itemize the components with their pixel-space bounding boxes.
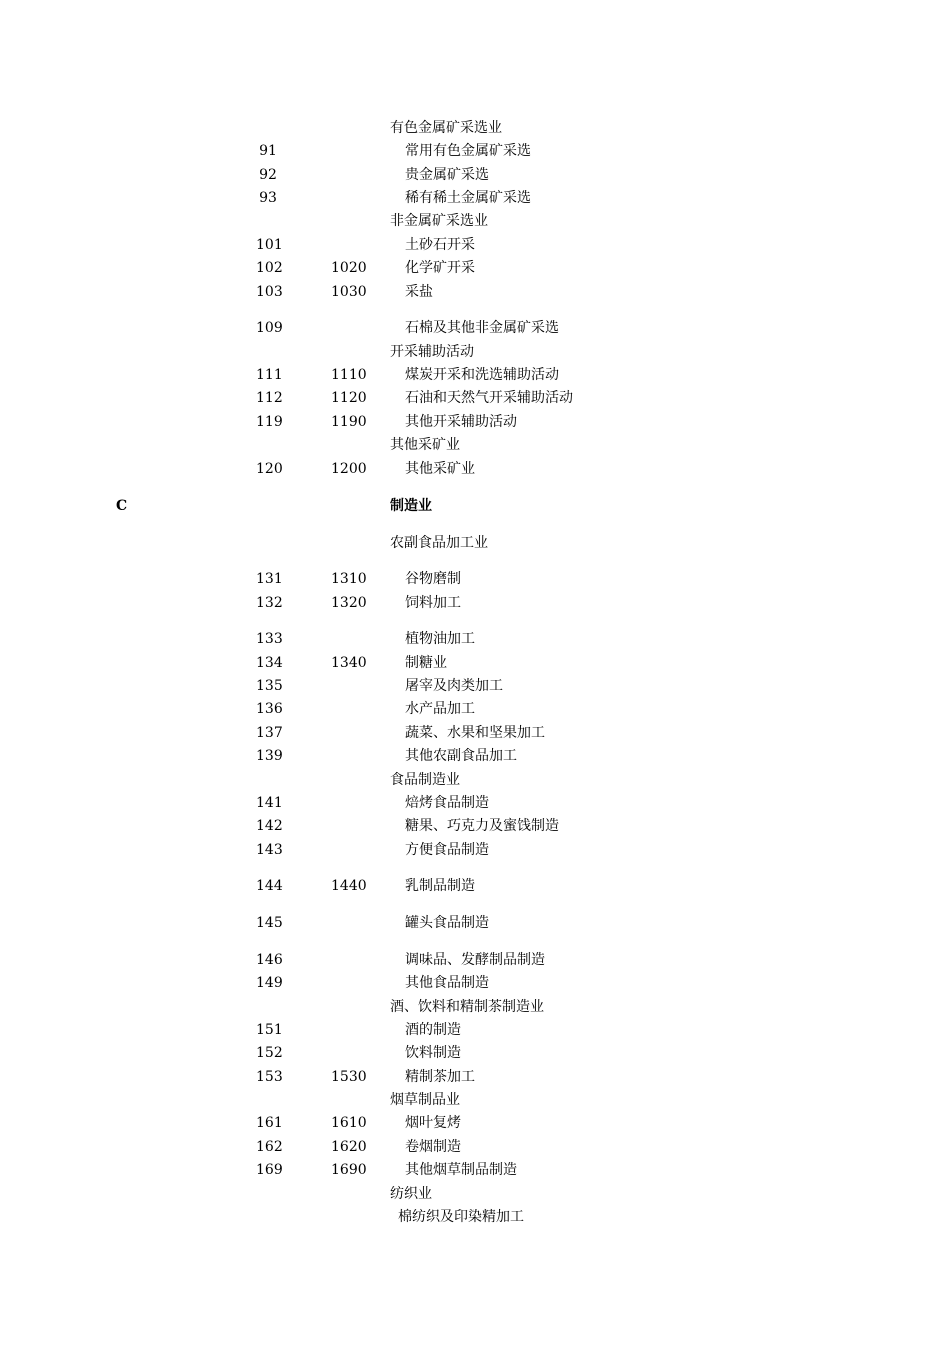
minor-code: 1020: [331, 260, 367, 276]
category-name: 食品制造业: [390, 772, 460, 788]
minor-code: 1310: [331, 571, 367, 587]
category-name: 方便食品制造: [405, 842, 489, 858]
category-name: 谷物磨制: [405, 571, 461, 587]
category-name: 烟叶复烤: [405, 1115, 461, 1131]
major-code: 169: [256, 1162, 283, 1178]
table-row: [0, 876, 950, 896]
category-name: 化学矿开采: [405, 260, 475, 276]
table-row: [0, 1113, 950, 1133]
minor-code: 1440: [331, 878, 367, 894]
table-row: [0, 342, 950, 362]
major-code: 143: [256, 842, 283, 858]
major-code: 111: [256, 367, 283, 383]
table-row: [0, 770, 950, 790]
category-name: 蔬菜、水果和坚果加工: [405, 725, 545, 741]
table-row: [0, 1160, 950, 1180]
major-code: 152: [256, 1045, 283, 1061]
table-row: [0, 699, 950, 719]
minor-code: 1620: [331, 1139, 367, 1155]
category-name: 水产品加工: [405, 701, 475, 717]
table-row: [0, 1090, 950, 1110]
major-code: 149: [256, 975, 283, 991]
category-name: 调味品、发酵制品制造: [405, 952, 545, 968]
minor-code: 1690: [331, 1162, 367, 1178]
major-code: 151: [256, 1022, 283, 1038]
table-row: [0, 533, 950, 553]
minor-code: 1120: [331, 390, 367, 406]
category-name: 酒、饮料和精制茶制造业: [390, 999, 544, 1015]
table-row: [0, 653, 950, 673]
table-row: [0, 569, 950, 589]
category-name: 纺织业: [390, 1186, 432, 1202]
category-name: 焙烤食品制造: [405, 795, 489, 811]
minor-code: 1030: [331, 284, 367, 300]
category-name: 精制茶加工: [405, 1069, 475, 1085]
table-row: [0, 1137, 950, 1157]
category-name: 非金属矿采选业: [390, 213, 488, 229]
category-name: 贵金属矿采选: [405, 167, 489, 183]
table-row: [0, 723, 950, 743]
category-name: 其他农副食品加工: [405, 748, 517, 764]
table-row: [0, 165, 950, 185]
minor-code: 1610: [331, 1115, 367, 1131]
category-name: 煤炭开采和洗选辅助活动: [405, 367, 559, 383]
minor-code: 1110: [331, 367, 367, 383]
category-name: 乳制品制造: [405, 878, 475, 894]
category-name: 屠宰及肉类加工: [405, 678, 503, 694]
major-code: 102: [256, 260, 283, 276]
major-code: 92: [259, 167, 277, 183]
table-row: [0, 388, 950, 408]
major-code: 139: [256, 748, 283, 764]
table-row: [0, 282, 950, 302]
table-row: [0, 950, 950, 970]
category-name: 开采辅助活动: [390, 344, 474, 360]
major-code: 135: [256, 678, 283, 694]
table-row: [0, 141, 950, 161]
major-code: 91: [259, 143, 277, 159]
table-row: [0, 188, 950, 208]
major-code: 134: [256, 655, 283, 671]
table-row: [0, 435, 950, 455]
category-name: 采盐: [405, 284, 433, 300]
table-row: [0, 793, 950, 813]
table-row: [0, 235, 950, 255]
major-code: 142: [256, 818, 283, 834]
category-name: 有色金属矿采选业: [390, 120, 502, 136]
category-name: 土砂石开采: [405, 237, 475, 253]
major-code: 93: [259, 190, 277, 206]
major-code: 145: [256, 915, 283, 931]
table-row: [0, 118, 950, 138]
major-code: 103: [256, 284, 283, 300]
category-name: 罐头食品制造: [405, 915, 489, 931]
table-row: [0, 258, 950, 278]
table-row: [0, 1067, 950, 1087]
category-name: 其他烟草制品制造: [405, 1162, 517, 1178]
major-code: 109: [256, 320, 283, 336]
table-row: [0, 1020, 950, 1040]
category-name: 常用有色金属矿采选: [405, 143, 531, 159]
table-row: [0, 840, 950, 860]
major-code: 141: [256, 795, 283, 811]
table-row: [0, 973, 950, 993]
minor-code: 1530: [331, 1069, 367, 1085]
table-row: [0, 997, 950, 1017]
major-code: 131: [256, 571, 283, 587]
major-code: 153: [256, 1069, 283, 1085]
category-name: 饮料制造: [405, 1045, 461, 1061]
category-name: 糖果、巧克力及蜜饯制造: [405, 818, 559, 834]
category-name: 其他采矿业: [405, 461, 475, 477]
category-name: 其他采矿业: [390, 437, 460, 453]
major-code: 146: [256, 952, 283, 968]
major-code: 119: [256, 414, 283, 430]
table-row: [0, 913, 950, 933]
major-code: 133: [256, 631, 283, 647]
minor-code: 1200: [331, 461, 367, 477]
minor-code: 1340: [331, 655, 367, 671]
section-letter: C: [116, 498, 128, 514]
category-name: 稀有稀土金属矿采选: [405, 190, 531, 206]
category-name: 制糖业: [405, 655, 447, 671]
major-code: 162: [256, 1139, 283, 1155]
table-row: [0, 676, 950, 696]
category-name: 植物油加工: [405, 631, 475, 647]
major-code: 137: [256, 725, 283, 741]
major-code: 161: [256, 1115, 283, 1131]
minor-code: 1190: [331, 414, 367, 430]
table-row: [0, 211, 950, 231]
category-name: 棉纺织及印染精加工: [398, 1209, 524, 1225]
major-code: 144: [256, 878, 283, 894]
table-row: [0, 1043, 950, 1063]
category-name: 饲料加工: [405, 595, 461, 611]
category-name: 卷烟制造: [405, 1139, 461, 1155]
category-name: 石油和天然气开采辅助活动: [405, 390, 573, 406]
table-row: [0, 593, 950, 613]
category-name: 制造业: [390, 498, 432, 514]
table-row: [0, 496, 950, 516]
category-name: 其他开采辅助活动: [405, 414, 517, 430]
category-name: 农副食品加工业: [390, 535, 488, 551]
table-row: [0, 746, 950, 766]
table-row: [0, 459, 950, 479]
minor-code: 1320: [331, 595, 367, 611]
table-row: [0, 318, 950, 338]
table-row: [0, 1184, 950, 1204]
major-code: 120: [256, 461, 283, 477]
category-name: 烟草制品业: [390, 1092, 460, 1108]
major-code: 132: [256, 595, 283, 611]
category-name: 石棉及其他非金属矿采选: [405, 320, 559, 336]
table-row: [0, 365, 950, 385]
major-code: 101: [256, 237, 283, 253]
major-code: 136: [256, 701, 283, 717]
table-row: [0, 1207, 950, 1227]
category-name: 酒的制造: [405, 1022, 461, 1038]
table-row: [0, 629, 950, 649]
category-name: 其他食品制造: [405, 975, 489, 991]
major-code: 112: [256, 390, 283, 406]
table-row: [0, 816, 950, 836]
table-row: [0, 412, 950, 432]
